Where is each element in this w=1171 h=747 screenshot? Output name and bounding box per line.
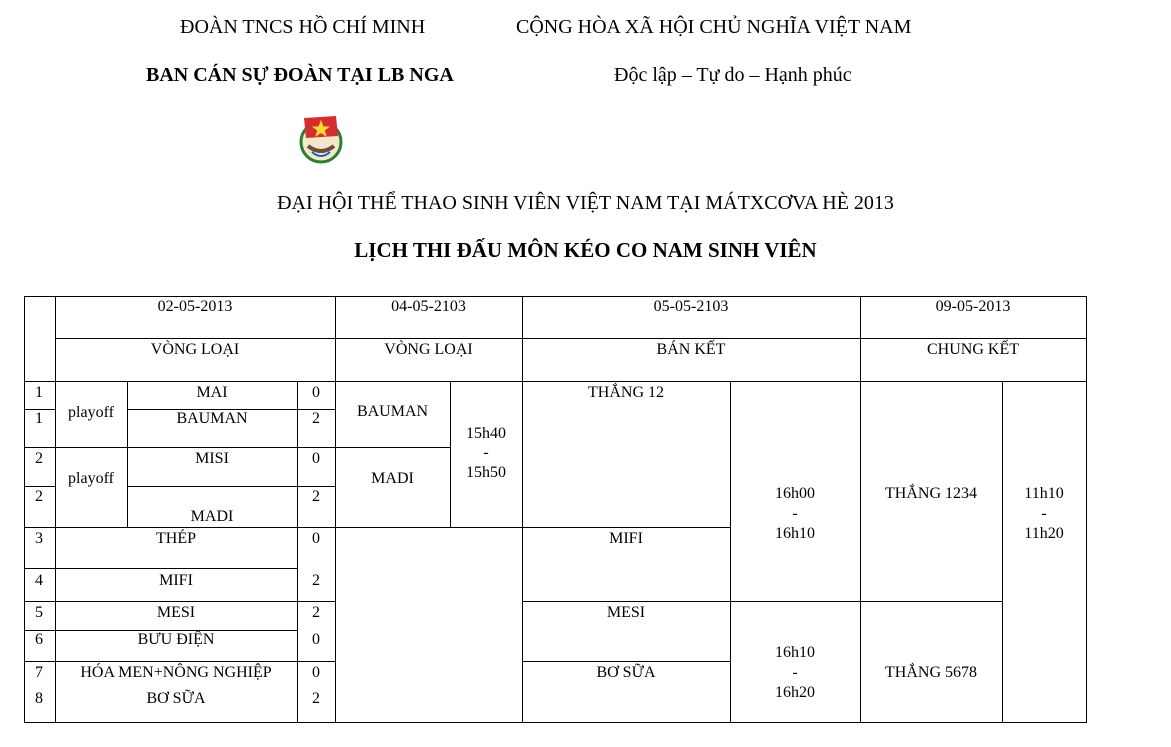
table-rule	[522, 296, 523, 723]
table-rule	[24, 568, 298, 569]
semifinal-time: -	[792, 505, 798, 522]
final-time: 11h10	[1024, 485, 1064, 502]
org-name: ĐOÀN TNCS HỒ CHÍ MINH	[180, 16, 426, 38]
semifinal-time: 16h20	[775, 684, 815, 701]
table-rule	[1086, 296, 1087, 723]
table-rule	[860, 601, 1003, 602]
semifinal-team: MESI	[606, 604, 646, 621]
semifinal-team: THẮNG 12	[588, 384, 664, 401]
round2-time: 15h50	[466, 464, 506, 481]
semifinal-team: MIFI	[609, 530, 643, 547]
row-number: 1	[35, 410, 43, 427]
round2-label: VÒNG LOẠI	[384, 341, 473, 358]
row-number: 1	[35, 384, 43, 401]
score: 2	[312, 410, 320, 427]
team-name: MESI	[156, 604, 196, 621]
table-rule	[127, 486, 336, 487]
team-name: THÉP	[156, 530, 196, 547]
row-number: 7	[35, 664, 43, 681]
org-subunit: BAN CÁN SỰ ĐOÀN TẠI LB NGA	[146, 64, 454, 86]
score: 0	[312, 664, 320, 681]
semifinal-time: 16h10	[775, 525, 815, 542]
team-name: HÓA MEN+NÔNG NGHIỆP	[80, 664, 272, 681]
semifinal-team: BƠ SỮA	[596, 664, 656, 681]
round2-team: BAUMAN	[356, 403, 429, 420]
table-rule	[24, 722, 1087, 723]
team-name: MIFI	[159, 572, 193, 589]
playoff-label: playoff	[68, 404, 114, 421]
semifinal-time: 16h10	[775, 644, 815, 661]
table-rule	[522, 661, 731, 662]
playoff-label: playoff	[68, 470, 114, 487]
row-number: 3	[35, 530, 43, 547]
date-final: 09-05-2013	[935, 298, 1011, 315]
table-rule	[335, 296, 336, 723]
date-semifinal: 05-05-2103	[653, 298, 729, 315]
semifinal-label: BÁN KẾT	[656, 341, 726, 358]
score: 0	[312, 631, 320, 648]
table-rule	[24, 447, 336, 448]
table-rule	[24, 296, 25, 723]
schedule-title: LỊCH THI ĐẤU MÔN KÉO CO NAM SINH VIÊN	[354, 238, 817, 262]
round2-time: -	[483, 444, 489, 461]
row-number: 2	[35, 450, 43, 467]
republic-name: CỘNG HÒA XÃ HỘI CHỦ NGHĨA VIỆT NAM	[516, 16, 912, 38]
table-rule	[1002, 381, 1003, 723]
national-motto: Độc lập – Tự do – Hạnh phúc	[614, 64, 852, 86]
table-rule	[24, 661, 336, 662]
table-rule	[522, 601, 861, 602]
semifinal-time: 16h00	[775, 485, 815, 502]
final-team: THẮNG 1234	[885, 485, 977, 502]
row-number: 2	[35, 488, 43, 505]
final-time: 11h20	[1024, 525, 1064, 542]
table-rule	[335, 527, 523, 528]
row-number: 6	[35, 631, 43, 648]
score: 0	[312, 450, 320, 467]
table-rule	[24, 527, 336, 528]
team-name: BAUMAN	[176, 410, 248, 427]
table-rule	[860, 296, 861, 723]
team-name: BƠ SỮA	[146, 690, 206, 707]
score: 2	[312, 488, 320, 505]
table-rule	[522, 527, 731, 528]
table-rule	[24, 486, 56, 487]
team-name: BƯU ĐIỆN	[137, 631, 215, 648]
event-title: ĐẠI HỘI THỂ THAO SINH VIÊN VIỆT NAM TẠI MÁTXCƠVA HÈ 2013	[277, 192, 894, 214]
team-name: MADI	[190, 508, 234, 525]
round1-label: VÒNG LOẠI	[150, 341, 240, 358]
row-number: 5	[35, 604, 43, 621]
final-label: CHUNG KẾT	[927, 341, 1019, 358]
table-rule	[24, 296, 1087, 297]
team-name: MAI	[196, 384, 228, 401]
score: 2	[312, 572, 320, 589]
table-rule	[55, 296, 56, 723]
table-rule	[24, 601, 336, 602]
final-time: -	[1041, 505, 1047, 522]
team-name: MISI	[195, 450, 229, 467]
date-round1: 02-05-2013	[157, 298, 233, 315]
row-number: 8	[35, 690, 43, 707]
semifinal-time: -	[792, 664, 798, 681]
round2-time: 15h40	[466, 425, 506, 442]
date-round2: 04-05-2103	[391, 298, 466, 315]
youth-union-emblem-icon	[296, 112, 346, 164]
score: 0	[312, 530, 320, 547]
round2-team: MADI	[371, 470, 414, 487]
score: 2	[312, 690, 320, 707]
final-team: THẮNG 5678	[885, 664, 977, 681]
table-rule	[55, 338, 1087, 339]
score: 2	[312, 604, 320, 621]
table-rule	[24, 381, 1087, 382]
score: 0	[312, 384, 320, 401]
table-rule	[335, 447, 451, 448]
row-number: 4	[35, 572, 43, 589]
